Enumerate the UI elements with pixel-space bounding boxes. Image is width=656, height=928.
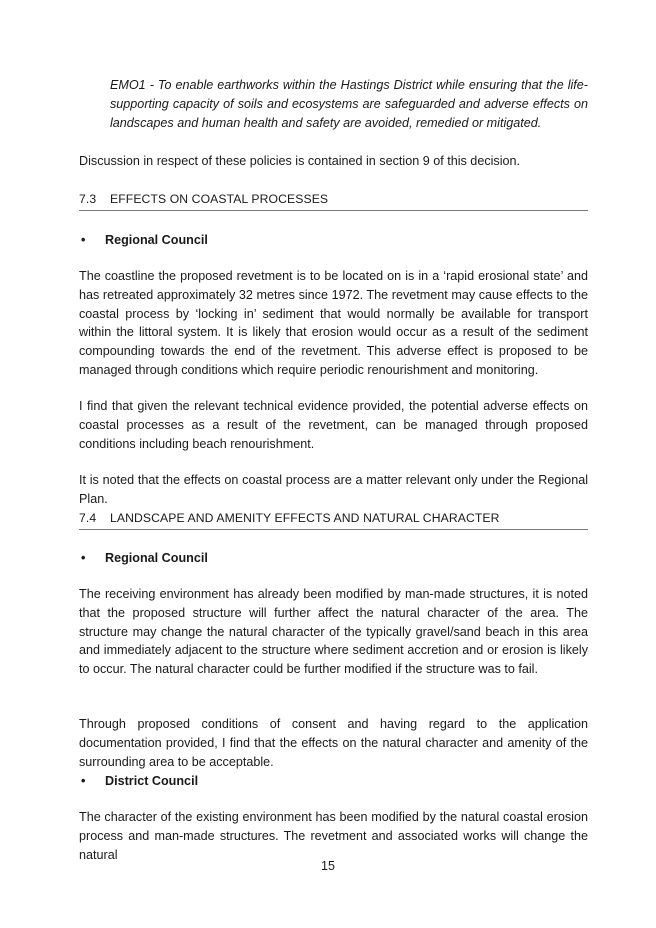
bullet-district-council	[79, 772, 588, 790]
bullet-label: District Council	[105, 774, 199, 788]
bullet-icon: •	[81, 774, 86, 788]
section-title: LANDSCAPE AND AMENITY EFFECTS AND NATURAL CHARACTER	[110, 511, 500, 525]
paragraph-conditions-of-consent: Through proposed conditions of consent and having regard to the application documentation provided, I find that the effects on the natural character and amenity of the surrounding area to be acceptable.	[79, 717, 588, 769]
bullet-label: Regional Council	[105, 233, 208, 247]
section-heading-7-3	[79, 191, 588, 211]
page-number: 15	[320, 859, 335, 873]
paragraph-receiving-environment: The receiving environment has already been modified by man-made structures, it is noted that the proposed structure will further affect the natural character of the area. The structure may change the natural character of the typically gravel/sand beach in this area and immediately adjacent to the structure where sediment accretion and or erosion is likely to occur. The natural character could be further modified if the structure was to fail.	[79, 587, 588, 677]
bullet-regional-council-7-4	[79, 549, 588, 567]
paragraph-coastline: The coastline the proposed revetment is to be located on is in a ‘rapid erosional state’ and has retreated approximately 32 metres since 1972. The revetment may cause effects to the coastal process by ‘locking in’ sediment that would normally be available for transport within the littoral system. It is likely that erosion would occur as a result of the sediment compounding towards the end of the revetment. This adverse effect is proposed to be managed through conditions which require periodic renourishment and monitoring.	[79, 269, 588, 377]
section-heading-7-4	[79, 510, 588, 530]
bullet-label: Regional Council	[105, 551, 208, 565]
bullet-regional-council-7-3	[79, 231, 588, 249]
section-number: 7.4	[79, 511, 97, 525]
section-title: EFFECTS ON COASTAL PROCESSES	[110, 192, 329, 206]
paragraph-existing-environment: The character of the existing environment has been modified by the natural coastal erosion process and man-made structures. The revetment and associated works will change the natural	[79, 810, 588, 862]
policy-quote-emo1: EMO1 - To enable earthworks within the Hastings District while ensuring that the life-supporting capacity of soils and ecosystems are safeguarded and adverse effects on landscapes and human health and safety are avoided, remedied or mitigated.	[110, 78, 588, 130]
paragraph-technical-evidence: I find that given the relevant technical evidence provided, the potential adverse effects on coastal processes as a result of the revetment, can be managed through proposed conditions including beach renourishment.	[79, 399, 588, 451]
paragraph-regional-plan-note: It is noted that the effects on coastal process are a matter relevant only under the Regional Plan.	[79, 473, 588, 506]
discussion-note: Discussion in respect of these policies is contained in section 9 of this decision.	[79, 154, 521, 168]
section-number: 7.3	[79, 192, 97, 206]
bullet-icon: •	[81, 551, 86, 565]
bullet-icon: •	[81, 233, 86, 247]
